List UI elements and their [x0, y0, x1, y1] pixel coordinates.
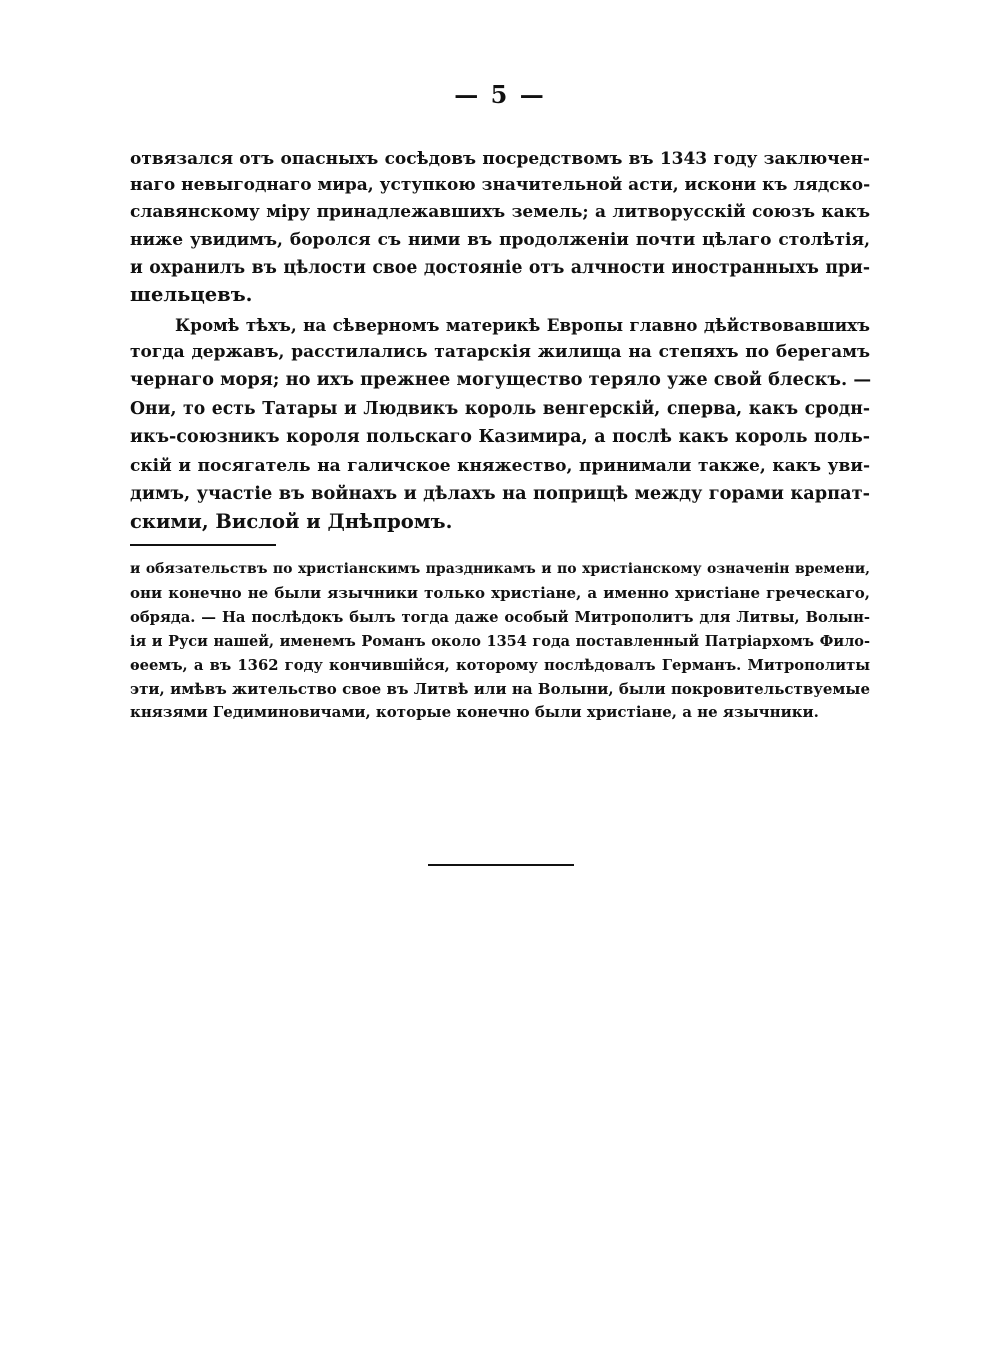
footnote-line: ія и Руси нашей, именемъ Романъ около 1354 года поставленный Патріархомъ Фило-	[130, 633, 870, 650]
body-text-line: и охранилъ въ цѣлости свое достояніе отъ алчности иностранныхъ при-	[130, 258, 870, 278]
footnote-line: князями Гедиминовичами, которые конечно были христіане, а не язычники.	[130, 703, 819, 721]
body-text-line: скій и посягатель на галичское княжество, принимали также, какъ уви-	[130, 456, 870, 476]
body-text-line: икъ-союзникъ короля польскаго Казимира, а послѣ какъ король поль-	[130, 427, 870, 447]
footnote-line: и обязательствъ по христіанскимъ праздникамъ и по христіанскому означенін времени,	[130, 561, 870, 577]
body-text-line: скими, Вислой и Днѣпромъ.	[130, 510, 453, 533]
footnote-line: ѳеемъ, а въ 1362 году кончившійся, которому послѣдовалъ Германъ. Митрополиты	[130, 657, 870, 674]
page-number: — 5 —	[454, 80, 546, 109]
footnote-line: они конечно не были язычники только христіане, а именно христіане греческаго,	[130, 584, 870, 602]
body-text-line: славянскому міру принадлежавшихъ земель; а литворусскій союзъ какъ	[130, 202, 870, 222]
footnote-line: обряда. — На послѣдокъ былъ тогда даже особый Митрополитъ для Литвы, Волын-	[130, 609, 870, 626]
body-text-line: тогда державъ, расстилались татарскія жилища на степяхъ по берегамъ	[130, 342, 870, 362]
body-text-line: чернаго моря; но ихъ прежнее могущество теряло уже свой блескъ. —	[130, 369, 872, 390]
body-text-line: Они, то есть Татары и Людвикъ король венгерскій, сперва, какъ сродн-	[130, 399, 870, 419]
body-text-line: шельцевъ.	[130, 283, 253, 306]
body-text-line: наго невыгоднаго мира, уступкою значительной асти, искони къ лядско-	[130, 175, 871, 195]
body-text-line: димъ, участіе въ войнахъ и дѣлахъ на поприщѣ между горами карпат-	[130, 483, 870, 504]
body-text-line: ниже увидимъ, боролся съ ними въ продолженіи почти цѣлаго столѣтія,	[130, 230, 870, 250]
end-separator	[428, 864, 574, 866]
body-text-line: Кромѣ тѣхъ, на сѣверномъ материкѣ Европы главно дѣйствовавшихъ	[175, 315, 870, 335]
footnote-separator	[130, 544, 276, 546]
footnote-line: эти, имѣвъ жительство свое въ Литвѣ или на Волыни, были покровительствуемые	[130, 680, 870, 698]
body-text-line: отвязался отъ опасныхъ сосѣдовъ посредствомъ въ 1343 году заключен-	[130, 149, 870, 169]
